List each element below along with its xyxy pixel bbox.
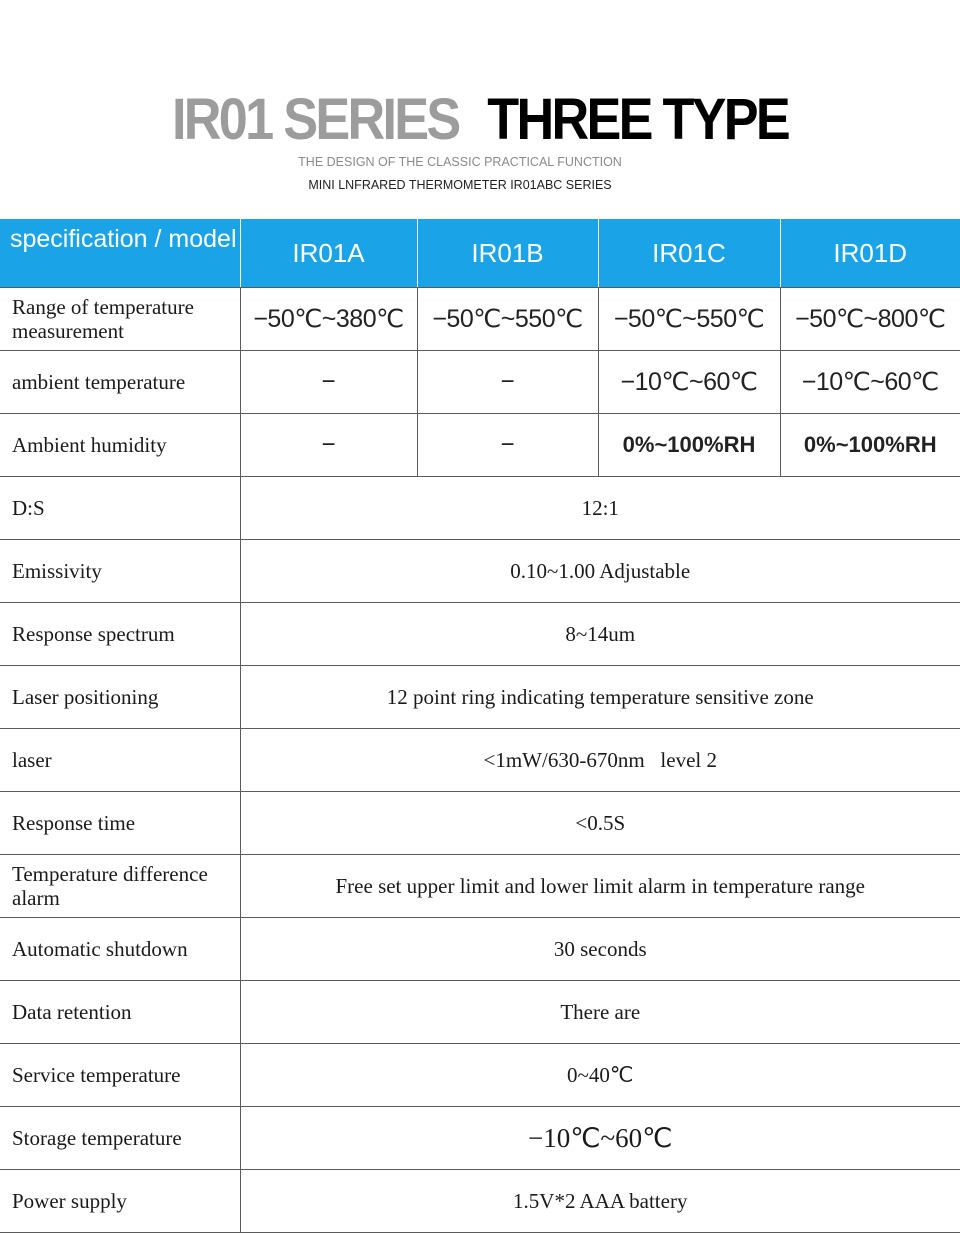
table-row (0, 477, 960, 540)
cell-value: 8~14um (240, 603, 960, 666)
row-label: Response spectrum (0, 603, 240, 666)
row-label: Range of temperature measurement (0, 288, 240, 351)
header-row (0, 219, 960, 288)
table-row (0, 351, 960, 414)
row-label: D:S (0, 477, 240, 540)
cell-value: − (417, 351, 598, 414)
header-spec-model: specification / model (0, 219, 240, 288)
header-ir01b: IR01B (417, 219, 598, 288)
cell-value: −50℃~800℃ (780, 288, 960, 351)
table-row (0, 918, 960, 981)
row-label: Service temperature (0, 1044, 240, 1107)
row-label: Ambient humidity (0, 414, 240, 477)
cell-value: Free set upper limit and lower limit alarm in temperature range (240, 855, 960, 918)
row-label: Power supply (0, 1170, 240, 1233)
cell-value: −50℃~380℃ (240, 288, 417, 351)
cell-value: 0~40℃ (240, 1044, 960, 1107)
subtitle-series: MINI LNFRARED THERMOMETER IR01ABC SERIES (308, 178, 612, 192)
table-row (0, 729, 960, 792)
row-label: Storage temperature (0, 1107, 240, 1170)
cell-value: 12 point ring indicating temperature sensitive zone (240, 666, 960, 729)
cell-value: 12:1 (240, 477, 960, 540)
cell-value: <0.5S (240, 792, 960, 855)
cell-value: 0%~100%RH (780, 414, 960, 477)
row-label: Emissivity (0, 540, 240, 603)
row-label: Data retention (0, 981, 240, 1044)
cell-value: −50℃~550℃ (417, 288, 598, 351)
header-ir01c: IR01C (598, 219, 780, 288)
subtitle-design: THE DESIGN OF THE CLASSIC PRACTICAL FUNCTION (298, 155, 622, 169)
table-row (0, 540, 960, 603)
row-label: Temperature difference alarm (0, 855, 240, 918)
row-label: Response time (0, 792, 240, 855)
header-ir01d: IR01D (780, 219, 960, 288)
cell-value: −10℃~60℃ (598, 351, 780, 414)
table-row (0, 288, 960, 351)
cell-value: 1.5V*2 AAA battery (240, 1170, 960, 1233)
cell-value: − (240, 414, 417, 477)
table-row (0, 666, 960, 729)
row-label: ambient temperature (0, 351, 240, 414)
cell-value: −10℃~60℃ (240, 1107, 960, 1170)
row-label: Laser positioning (0, 666, 240, 729)
cell-value: There are (240, 981, 960, 1044)
cell-value: − (417, 414, 598, 477)
row-label: Automatic shutdown (0, 918, 240, 981)
cell-value: −10℃~60℃ (780, 351, 960, 414)
row-label: laser (0, 729, 240, 792)
cell-value: <1mW/630-670nm level 2 (240, 729, 960, 792)
table-row (0, 792, 960, 855)
cell-value: 0.10~1.00 Adjustable (240, 540, 960, 603)
title-type: THREE TYPE (487, 87, 789, 152)
table-row (0, 981, 960, 1044)
cell-value: −50℃~550℃ (598, 288, 780, 351)
spec-table (0, 218, 960, 1233)
table-row (0, 414, 960, 477)
cell-value: − (240, 351, 417, 414)
page-header (0, 0, 960, 218)
cell-value: 30 seconds (240, 918, 960, 981)
header-ir01a: IR01A (240, 219, 417, 288)
table-row (0, 1170, 960, 1233)
table-row (0, 1107, 960, 1170)
page-title (48, 86, 912, 153)
table-row (0, 603, 960, 666)
cell-value: 0%~100%RH (598, 414, 780, 477)
table-row (0, 1044, 960, 1107)
table-row (0, 855, 960, 918)
title-series: IR01 SERIES (171, 87, 459, 152)
